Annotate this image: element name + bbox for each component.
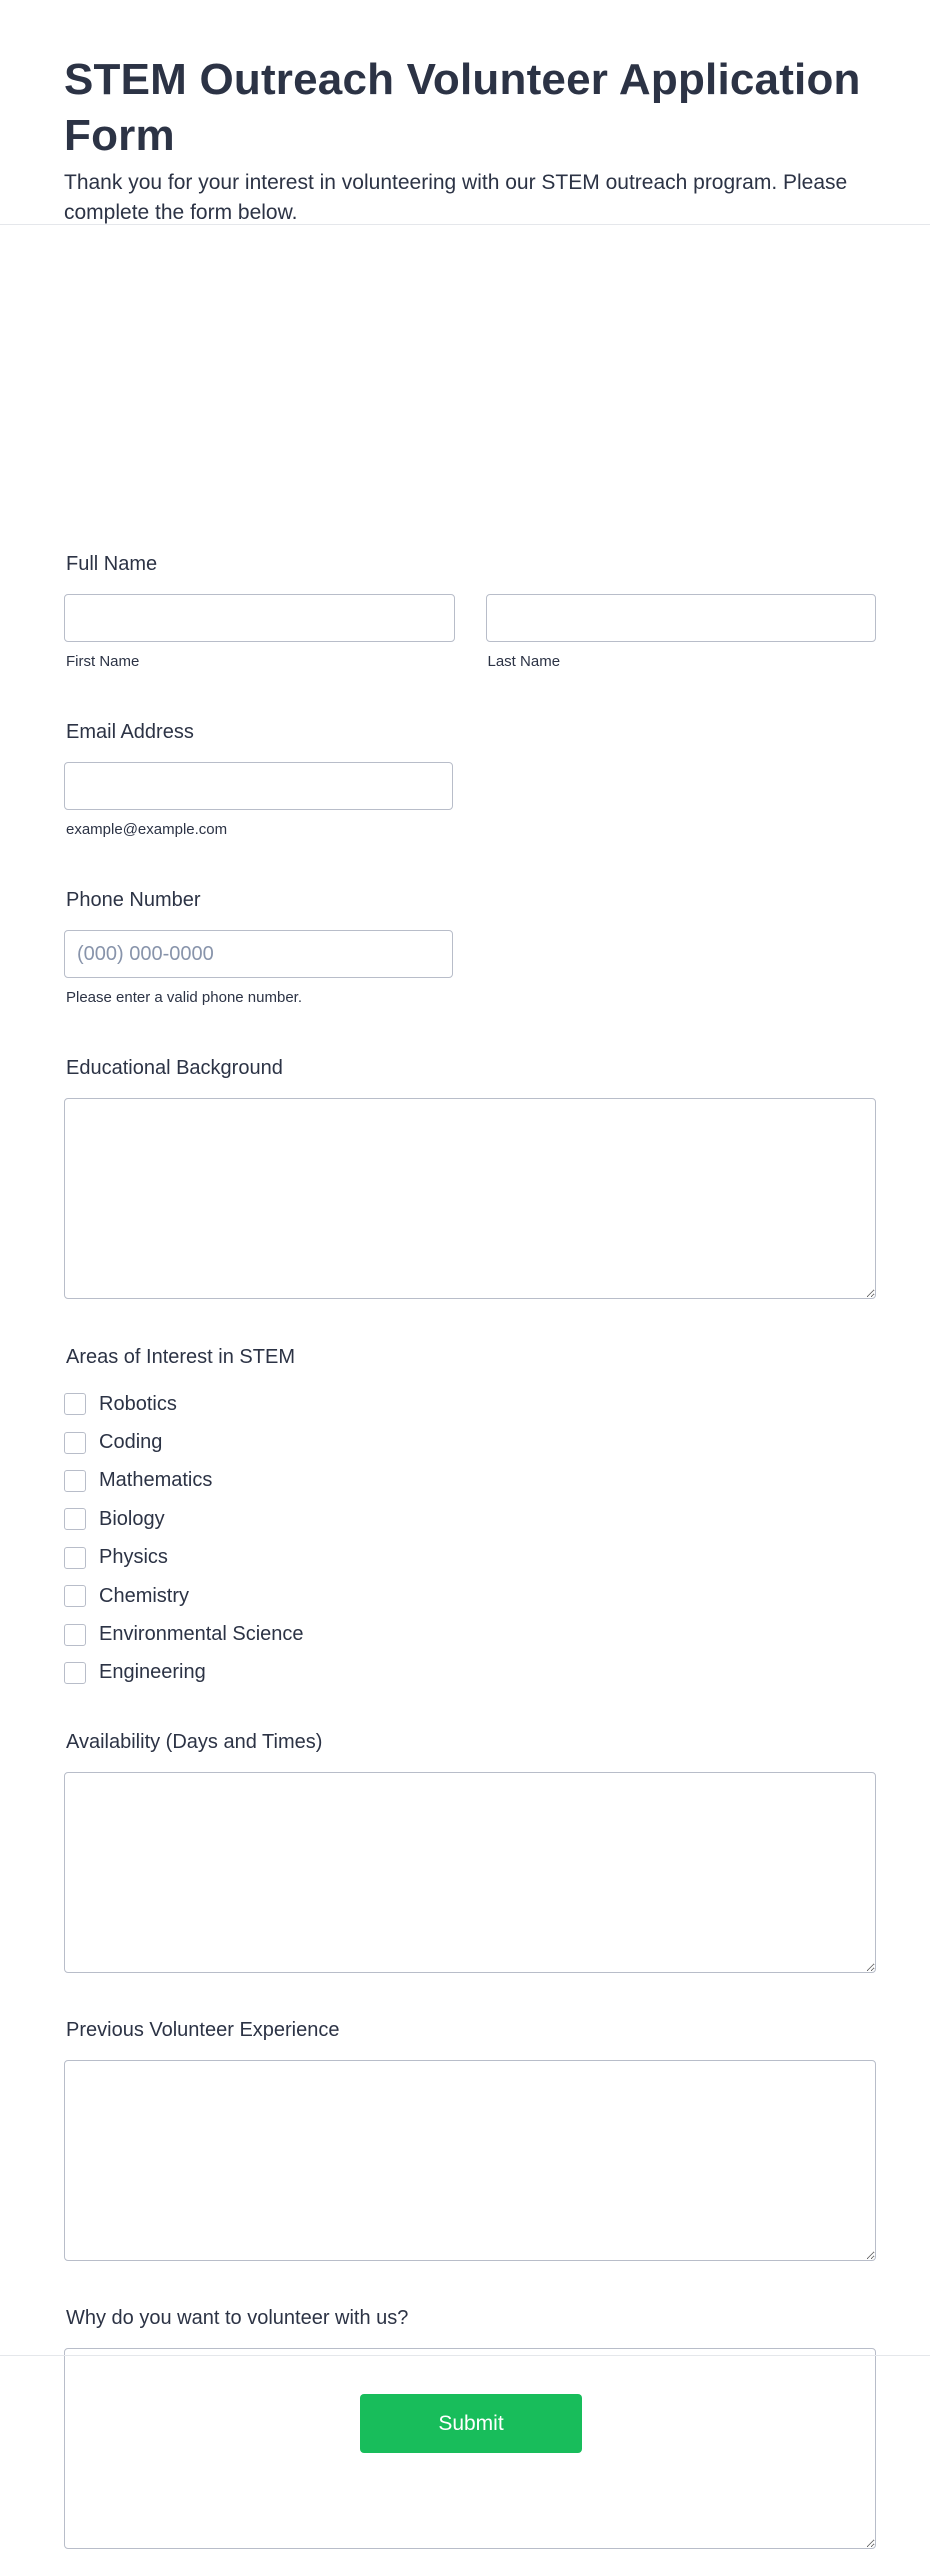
last-name-sublabel: Last Name	[487, 653, 561, 670]
checkbox-label: Mathematics	[99, 1469, 213, 1492]
checkbox[interactable]	[64, 1585, 86, 1607]
experience-field	[64, 2017, 876, 2261]
education-field	[64, 1055, 876, 1299]
checkbox-option[interactable]	[64, 1615, 876, 1653]
checkbox-label: Engineering	[99, 1661, 206, 1684]
checkbox[interactable]	[64, 1508, 86, 1530]
checkbox[interactable]	[64, 1662, 86, 1684]
form-title: STEM Outreach Volunteer Application Form	[64, 55, 861, 160]
availability-label: Availability (Days and Times)	[66, 1731, 323, 1753]
checkbox-label: Chemistry	[99, 1584, 190, 1607]
interests-label: Areas of Interest in STEM	[66, 1346, 295, 1368]
checkbox[interactable]	[64, 1624, 86, 1646]
last-name-input[interactable]	[486, 594, 877, 642]
interests-field	[64, 1344, 876, 1692]
education-textarea[interactable]	[64, 1098, 876, 1299]
checkbox[interactable]	[64, 1470, 86, 1492]
checkbox-option[interactable]	[64, 1462, 876, 1500]
checkbox-option[interactable]	[64, 1577, 876, 1615]
first-name-input[interactable]	[64, 594, 455, 642]
availability-textarea[interactable]	[64, 1772, 876, 1973]
checkbox-option[interactable]	[64, 1385, 876, 1423]
checkbox-option[interactable]	[64, 1423, 876, 1461]
phone-sublabel: Please enter a valid phone number.	[66, 989, 302, 1006]
full-name-label: Full Name	[66, 553, 158, 575]
email-field	[64, 719, 876, 840]
checkbox-label: Environmental Science	[99, 1623, 304, 1646]
full-name-field	[64, 551, 876, 672]
experience-label: Previous Volunteer Experience	[66, 2019, 340, 2041]
email-sublabel: example@example.com	[66, 821, 228, 838]
phone-field	[64, 887, 876, 1008]
education-label: Educational Background	[66, 1057, 283, 1079]
checkbox-label: Biology	[99, 1507, 165, 1530]
form-description: Thank you for your interest in volunteering with our STEM outreach program. Please complete the form below.	[64, 171, 848, 224]
form-header	[0, 0, 930, 225]
checkbox-option[interactable]	[64, 1539, 876, 1577]
motivation-label: Why do you want to volunteer with us?	[66, 2307, 409, 2329]
submit-button[interactable]: Submit	[360, 2394, 582, 2453]
checkbox[interactable]	[64, 1393, 86, 1415]
checkbox-option[interactable]	[64, 1500, 876, 1538]
email-label: Email Address	[66, 721, 194, 743]
experience-textarea[interactable]	[64, 2060, 876, 2261]
availability-field	[64, 1729, 876, 1973]
email-input[interactable]	[64, 762, 453, 810]
phone-input[interactable]	[64, 930, 453, 978]
checkbox-label: Robotics	[99, 1392, 177, 1415]
checkbox-label: Coding	[99, 1431, 163, 1454]
checkbox-label: Physics	[99, 1546, 168, 1569]
checkbox[interactable]	[64, 1547, 86, 1569]
checkbox[interactable]	[64, 1432, 86, 1454]
form-footer	[0, 2355, 930, 2504]
interests-options	[64, 1385, 876, 1692]
phone-label: Phone Number	[66, 889, 201, 911]
checkbox-option[interactable]	[64, 1654, 876, 1692]
first-name-sublabel: First Name	[66, 653, 140, 670]
